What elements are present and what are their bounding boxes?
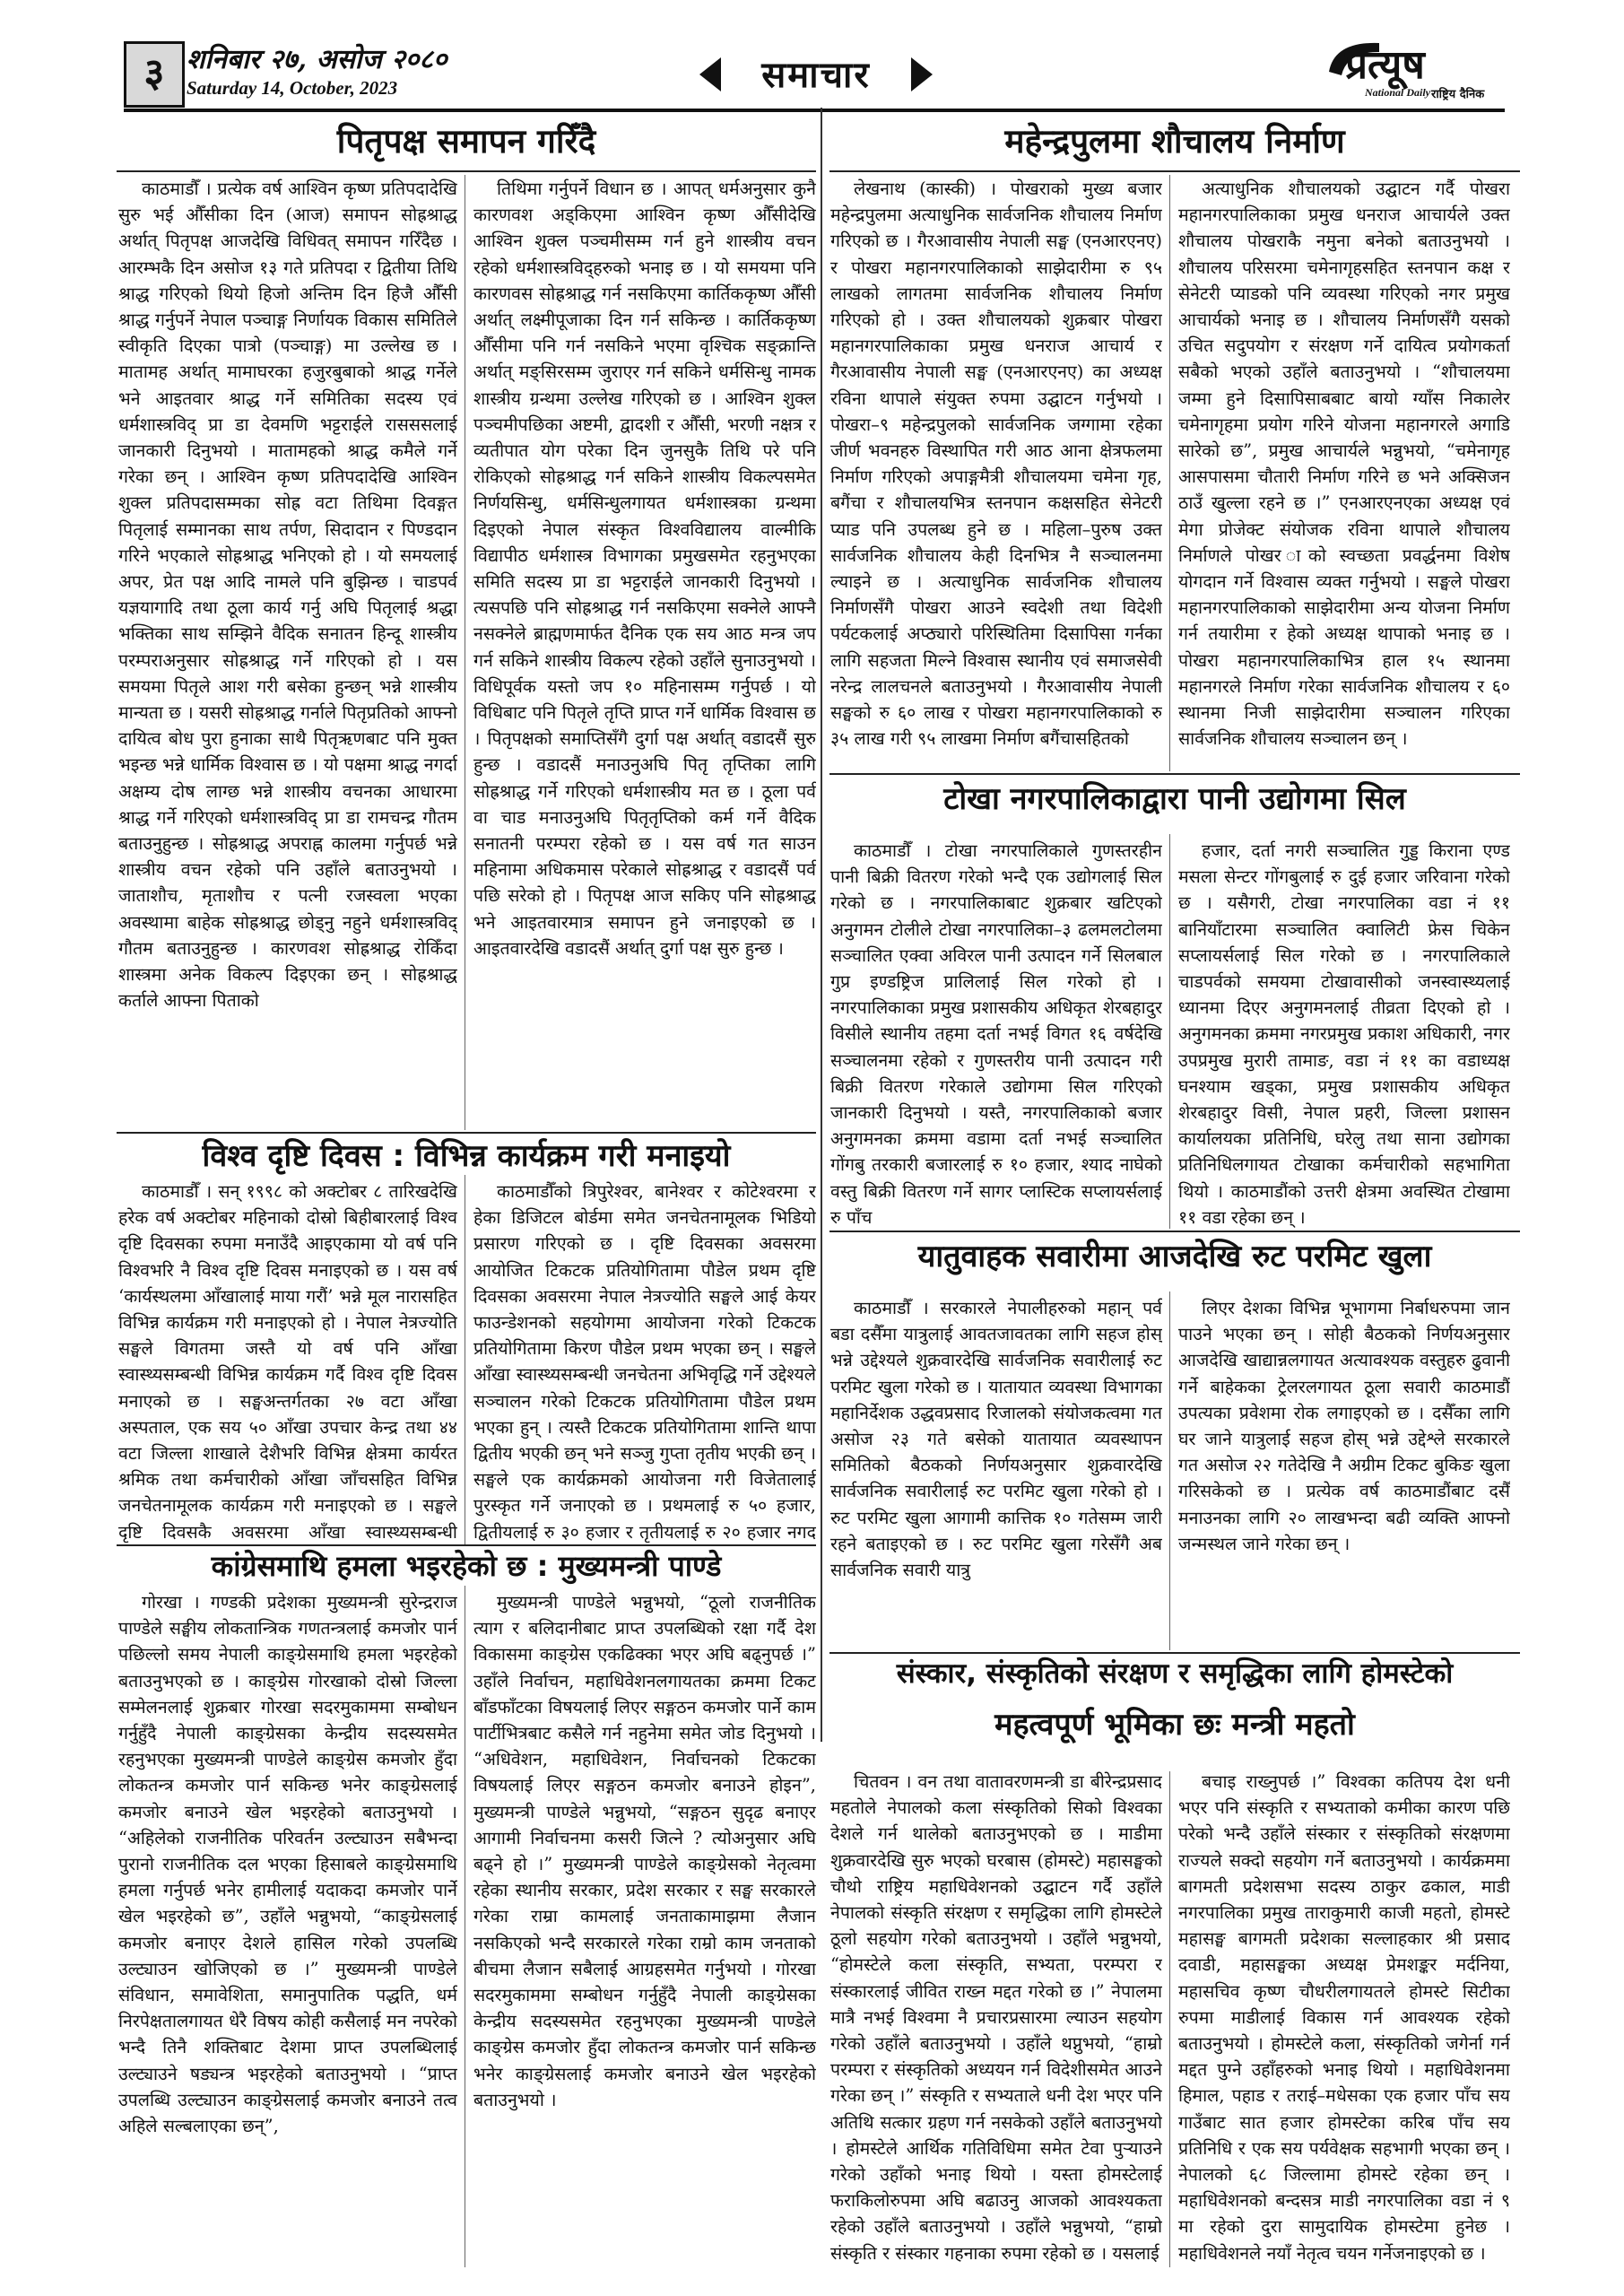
article-body-col-2: लिएर देशका विभिन्न भूभागमा निर्बाधरुपमा जान पाउने भएका छन् । सोही बैठकको निर्णयअनुसार आजदेखि खाद्यान्नलगायत अत्यावश्यक वस्तुहरु ढुवानी गर्ने बाहेकका ट्रेलरलगायत ठूला सवारी काठमाडौं उपत्यका प्रवेशमा रोक लगाइएको छ । दसैँका लागि घर जाने यात्रुलाई सहज होस् भन्ने उद्देश्ले सरकारले गत असोज २२ गतेदेखि नै अग्रीम टिकट बुकिङ खुला गरिसकेको छ । प्रत्येक वर्ष काठमाडौंबाट दसैँ मनाउनका लागि २० लाखभन्दा बढी व्यक्ति आफ्नो जन्मस्थल जाने गरेका छन् । (1178, 1298, 1510, 1554)
page-number: ३ (143, 50, 165, 96)
article-body-col-2: बचाइ राख्नुपर्छ ।” विश्वका कतिपय देश धनी भएर पनि संस्कृति र सभ्यताको कमीका कारण पछि परेको भन्दै उहाँले संस्कार र संस्कृतिको संरक्षणमा राज्यले सक्दो सहयोग गर्ने बताउनुभयो । कार्यक्रममा बागमती प्रदेशसभा सदस्य ठाकुर ढकाल, माडी नगरपालिका प्रमुख ताराकुमारी काजी महतो, होमस्टे महासङ्घ बागमती प्रदेशका सल्लाहकार श्री प्रसाद दवाडी, महासङ्घका अध्यक्ष प्रेमशङ्कर मर्दनिया, महासचिव कृष्ण चौधरीलगायतले होमस्टे सिटीका रुपमा माडीलाई विकास गर्न आवश्यक रहेको बताउनुभयो । होमस्टेले कला, संस्कृतिको जगेर्ना गर्न मद्दत पुग्ने उहाँहरुको भनाइ थियो । महाधिवेशनमा हिमाल, पहाड र तराई–मधेसका एक हजार पाँच सय गाउँबाट सात हजार होमस्टेका करिब पाँच सय प्रतिनिधि र एक सय पर्यवेक्षक सहभागी भएका छन् । नेपालको ६८ जिल्लामा होमस्टे रहेका छन् । महाधिवेशनको बन्दसत्र माडी नगरपालिका वडा नं ९ मा रहेको दुरा सामुदायिक होमस्टेमा हुनेछ । महाधिवेशनले नयाँ नेतृत्व चयन गर्नेजनाइएको छ । (1178, 1771, 1510, 2264)
article-body-col-1: काठमाडौँ । सन् १९९८ को अक्टोबर ८ तारिखदेखि हरेक वर्ष अक्टोबर महिनाको दोस्रो बिहीबारलाई विश्व दृष्टि दिवसका रुपमा मनाउँदै आइएकामा यो वर्ष पनि विश्वभरि नै विश्व दृष्टि दिवस मनाइएको छ । यस वर्ष ‘कार्यस्थलमा आँखालाई माया गरौं’ भन्ने मूल नारासहित विभिन्न कार्यक्रम गरी मनाइएको हो । नेपाल नेत्रज्योति सङ्घले विगतमा जस्तै यो वर्ष पनि आँखा स्वास्थ्यसम्बन्धी विभिन्न कार्यक्रम गर्दै विश्व दृष्टि दिवस मनाएको छ । सङ्घअन्तर्गतका २७ वटा आँखा अस्पताल, एक सय ५० आँखा उपचार केन्द्र तथा ४४ वटा जिल्ला शाखाले देशैभरि विभिन्न क्षेत्रमा कार्यरत श्रमिक तथा कर्मचारीको आँखा जाँचसहित विभिन्न जनचेतनामूलक कार्यक्रम गरी मनाइएको छ । सङ्घले दृष्टि दिवसकै अवसरमा आँखा स्वास्थ्यसम्बन्धी (118, 1181, 457, 1543)
headline-rule (117, 170, 816, 172)
headline: यातुवाहक सवारीमा आजदेखि रुट परमिट खुला (917, 1239, 1432, 1274)
section-left-arrow-icon (699, 57, 721, 91)
headline: पितृपक्ष समापन गरिँदै (336, 122, 596, 161)
headline-rule (829, 170, 1520, 172)
dateline-np: शनिबार २७, असोज २०८० (187, 44, 447, 75)
section-right-arrow-icon (911, 57, 933, 91)
article-body-col-1: काठमाडौँ । सरकारले नेपालीहरुको महान् पर्व बडा दसैँमा यात्रुलाई आवतजावतका लागि सहज होस् भन्ने उद्देश्यले शुक्रवारदेखि सार्वजनिक सवारीलाई रुट परमिट खुला गरेको छ । यातायात व्यवस्था विभागका महानिर्देशक उद्धवप्रसाद रिजालको संयोजकत्वमा गत असोज २३ गते बसेको यातायात व्यवस्थापन समितिको बैठकको निर्णयअनुसार शुक्रवारदेखि सार्वजनिक सवारीलाई रुट परमिट खुला गरेको हो । रुट परमिट खुला आगामी कात्तिक १० गतेसम्म जारी रहने बताइएको छ । रुट परमिट खुला गरेसँगै अब सार्वजनिक सवारी यात्रु (830, 1298, 1162, 1581)
section-banner (699, 45, 933, 104)
article-body-col-1: लेखनाथ (कास्की) । पोखराको मुख्य बजार महेन्द्रपुलमा अत्याधुनिक सार्वजनिक शौचालय निर्माण गरिएको छ । गैरआवासीय नेपाली सङ्घ (एनआरएनए) र पोखरा महानगरपालिकाको साझेदारीमा रु ९५ लाखको लागतमा सार्वजनिक शौचालय निर्माण गरिएको हो । उक्त शौचालयको शुक्रबार पोखरा महानगरपालिकाका प्रमुख धनराज आचार्य र गैरआवासीय नेपाली सङ्घ (एनआरएनए) का अध्यक्ष रविना थापाले संयुक्त रुपमा उद्घाटन गर्नुभयो । पोखरा–९ महेन्द्रपुलको सार्वजनिक जग्गामा रहेका जीर्ण भवनहरु विस्थापित गरी आठ आना क्षेत्रफलमा निर्माण गरिएको अपाङ्गमैत्री शौचालयमा चमेना गृह, बगैंचा र शौचालयभित्र स्तनपान कक्षसहित सेनेटरी प्याड पनि उपलब्ध हुने छ । महिला–पुरुष उक्त सार्वजनिक शौचालय केही दिनभित्र नै सञ्चालनमा ल्याइने छ । अत्याधुनिक सार्वजनिक शौचालय निर्माणसँगै पोखरा आउने स्वदेशी तथा विदेशी पर्यटकलाई अप्ठ्यारो परिस्थितिमा दिसापिसा गर्नका लागि सहजता मिल्ने विश्वास स्थानीय एवं समाजसेवी नरेन्द्र लालचनले बताउनुभयो । गैरआवासीय नेपाली सङ्घको रु ६० लाख र पोखरा महानगरपालिकाको रु ३५ लाख गरी ९५ लाखमा निर्माण बगैंचासहितको (830, 178, 1162, 750)
column-rule (1169, 1292, 1170, 1650)
logo-sub-np: राष्ट्रिय दैनिक (1431, 88, 1485, 101)
dateline-en: Saturday 14, October, 2023 (187, 77, 398, 99)
article-body-col-2: मुख्यमन्त्री पाण्डेले भन्नुभयो, “ठूलो राजनीतिक त्याग र बलिदानीबाट प्राप्त उपलब्धिको रक्षा गर्दै देश विकासमा काङ्ग्रेस एकढिक्का भएर अघि बढ्नुपर्छ ।” उहाँले निर्वाचन, महाधिवेशनलगायतका क्रममा टिकट बाँडफाँटका विषयलाई लिएर सङ्गठन कमजोर पार्ने काम पार्टीभित्रबाट कसैले गर्न नहुनेमा समेत जोड दिनुभयो । “अधिवेशन, महाधिवेशन, निर्वाचनको टिकटका विषयलाई लिएर सङ्गठन कमजोर बनाउने होइन”, मुख्यमन्त्री पाण्डेले भन्नुभयो, “सङ्गठन सुदृढ बनाएर आगामी निर्वाचनमा कसरी जित्ने ? त्योअनुसार अघि बढ्ने हो ।” मुख्यमन्त्री पाण्डेले काङ्ग्रेसको नेतृत्वमा रहेका स्थानीय सरकार, प्रदेश सरकार र सङ्घ सरकारले गरेका राम्रा कामलाई जनताकामाझमा लैजान नसकिएको भन्दै सरकारले गरेका राम्रो काम जनताको बीचमा लैजान सबैलाई आग्रहसमेत गर्नुभयो । गोरखा सदरमुकाममा सम्बोधन गर्नुहुँदै नेपाली काङ्ग्रेसका केन्द्रीय सदस्यसमेत रहनुभएका मुख्यमन्त्री पाण्डेले काङ्ग्रेस कमजोर हुँदा लोकतन्त्र कमजोर पार्न सकिन्छ भनेर काङ्ग्रेसलाई कमजोर बनाउने खेल भइरहेको बताउनुभयो । (473, 1592, 816, 2110)
column-rule (1169, 1771, 1170, 2267)
headline: कांग्रेसमाथि हमला भइरहेको छ : मुख्यमन्त्री पाण्डे (211, 1549, 722, 1583)
article-body-col-1: चितवन । वन तथा वातावरणमन्त्री डा बीरेन्द्रप्रसाद महतोले नेपालको कला संस्कृतिको सिको विश्वका देशले गर्न थालेको बताउनुभएको छ । माडीमा शुक्रवारदेखि सुरु भएको घरबास (होमस्टे) महासङ्घको चौथो राष्ट्रिय महाधिवेशनको उद्घाटन गर्दै उहाँले नेपालको संस्कृति संरक्षण र समृद्धिका लागि होमस्टेले ठूलो सहयोग गरेको बताउनुभयो । उहाँले भन्नुभयो, “होमस्टेले कला संस्कृति, सभ्यता, परम्परा र संस्कारलाई जीवित राख्न मद्दत गरेको छ ।” नेपालमा मात्रै नभई विश्वमा नै प्रचारप्रसारमा ल्याउन सहयोग गरेको उहाँले बताउनुभयो । उहाँले थप्नुभयो, “हाम्रो परम्परा र संस्कृतिको अध्ययन गर्न विदेशीसमेत आउने गरेका छन् ।” संस्कृति र सभ्यताले धनी देश भएर पनि अतिथि सत्कार ग्रहण गर्न नसकेको उहाँले बताउनुभयो । होमस्टेले आर्थिक गतिविधिमा समेत टेवा पुऱ्याउने गरेको उहाँको भनाइ थियो । यस्ता होमस्टेलाई फराकिलोरुपमा अघि बढाउनु आजको आवश्यकता रहेको उहाँले बताउनुभयो । उहाँले भन्नुभयो, “हाम्रो संस्कृति र संस्कार गहनाका रुपमा रहेको छ । यसलाई (830, 1771, 1162, 2264)
headline: महेन्द्रपुलमा शौचालय निर्माण (1004, 122, 1345, 161)
column-rule (1169, 175, 1170, 771)
headline-line-2: महत्वपूर्ण भूमिका छः मन्त्री महतो (994, 1707, 1355, 1743)
page-divider (821, 108, 822, 1742)
article-body-col-1: गोरखा । गण्डकी प्रदेशका मुख्यमन्त्री सुरेन्द्रराज पाण्डेले सङ्घीय लोकतान्त्रिक गणतन्त्रलाई कमजोर पार्न पछिल्लो समय नेपाली काङ्ग्रेसमाथि हमला भइरहेको बताउनुभएको छ । काङ्ग्रेस गोरखाको दोस्रो जिल्ला सम्मेलनलाई शुक्रबार गोरखा सदरमुकाममा सम्बोधन गर्नुहुँदै नेपाली काङ्ग्रेसका केन्द्रीय सदस्यसमेत रहनुभएका मुख्यमन्त्री पाण्डेले काङ्ग्रेस कमजोर हुँदा लोकतन्त्र कमजोर पार्न सकिन्छ भनेर काङ्ग्रेसलाई कमजोर बनाउने खेल भइरहेको बताउनुभयो । “अहिलेको राजनीतिक परिवर्तन उल्ट्याउन सबैभन्दा पुरानो राजनीतिक दल भएका हिसाबले काङ्ग्रेसमाथि हमला गर्नुपर्छ भनेर हामीलाई यदाकदा कमजोर पार्ने खेल भइरहेको छ”, उहाँले भन्नुभयो, “काङ्ग्रेसलाई कमजोर बनाएर देशले हासिल गरेको उपलब्धि उल्ट्याउन खोजिएको छ ।” मुख्यमन्त्री पाण्डेले संविधान, समावेशिता, समानुपातिक पद्धति, धर्म निरपेक्षतालगायत धेरै विषय कोही कसैलाई मन नपरेको भन्दै तिनै शक्तिबाट देशमा प्राप्त उपलब्धिलाई उल्ट्याउने षड्यन्त्र भइरहेको बताउनुभयो । “प्राप्त उपलब्धि उल्ट्याउन काङ्ग्रेसलाई कमजोर बनाउने तत्व अहिले सल्बलाएका छन्”, (118, 1592, 457, 2137)
logo-sub-en: National Daily (1365, 86, 1431, 99)
page-number-box (124, 41, 185, 108)
section-rule (829, 773, 1520, 775)
logo-wordmark: प्रत्यूष (1345, 42, 1425, 88)
newspaper-logo (1325, 36, 1505, 108)
headline: टोखा नगरपालिकाद्वारा पानी उद्योगमा सिल (943, 781, 1406, 817)
article-body-col-2: तिथिमा गर्नुपर्ने विधान छ । आपत् धर्मअनुसार कुनै कारणवश अड्किएमा आश्विन कृष्ण औँसीदेखि आश्विन शुक्ल पञ्चमीसम्म गर्न हुने शास्त्रीय वचन रहेको धर्मशास्त्रविद्हरुको भनाइ छ । यो समयमा पनि कारणवस सोह्रश्राद्ध गर्न नसकिएमा कार्तिककृष्ण औँसी अर्थात् लक्ष्मीपूजाका दिन गर्न सकिन्छ । कार्तिककृष्ण औँसीमा पनि गर्न नसकिने भएमा वृश्चिक सङ्क्रान्ति अर्थात् मङ्सिरसम्म जुराएर गर्न सकिने धर्मसिन्धु नामक शास्त्रीय ग्रन्थमा उल्लेख गरिएको छ । आश्विन शुक्ल पञ्चमीपछिका अष्टमी, द्वादशी र औँसी, भरणी नक्षत्र र व्यतीपात योग परेका दिन जुनसुकै तिथि परे पनि रोकिएको सोह्रश्राद्ध गर्न सकिने शास्त्रीय विकल्पसमेत निर्णयसिन्धु, धर्मसिन्धुलगायत धर्मशास्त्रका ग्रन्थमा दिइएको नेपाल संस्कृत विश्वविद्यालय वाल्मीकि विद्यापीठ धर्मशास्त्र विभागका प्रमुखसमेत रहनुभएका समिति सदस्य प्रा डा भट्टराईले जानकारी दिनुभयो । त्यसपछि पनि सोह्रश्राद्ध गर्न नसकिएमा सक्नेले आफ्नै नसक्नेले ब्राह्मणमार्फत दैनिक एक सय आठ मन्त्र जप गर्न सकिने शास्त्रीय विकल्प रहेको उहाँले सुनाउनुभयो । विधिपूर्वक यस्तो जप १० महिनासम्म गर्नुपर्छ । यो विधिबाट पनि पितृले तृप्ति प्राप्त गर्ने धार्मिक विश्वास छ । पितृपक्षको समाप्तिसँगै दुर्गा पक्ष अर्थात् वडादसैं सुरु हुन्छ । वडादसैं मनाउनुअघि पितृ तृप्तिका लागि सोह्रश्राद्ध गर्ने गरिएको धर्मशास्त्रीय मत छ । ठूला पर्व वा चाड मनाउनुअघि पितृतृप्तिको कर्म गर्ने वैदिक सनातनी परम्परा रहेको छ । यस वर्ष गत साउन महिनामा अधिकमास परेकाले सोह्रश्राद्ध र वडादसैं पर्व पछि सरेको हो । पितृपक्ष आज सकिए पनि सोह्रश्राद्ध भने आइतवारमात्र समापन हुने जनाइएको छ । आइतवारदेखि वडादसैं अर्थात् दुर्गा पक्ष सुरु हुन्छ । (473, 178, 816, 959)
headline-line-1: संस्कार, संस्कृतिको संरक्षण र समृद्धिका लागि होमस्टेको (896, 1657, 1454, 1690)
article-body-col-2: काठमाडौँको त्रिपुरेश्वर, बानेश्वर र कोटेश्वरमा र हेका डिजिटल बोर्डमा समेत जनचेतनामूलक भिडियो प्रसारण गरिएको छ । दृष्टि दिवसका अवसरमा आयोजित टिकटक प्रतियोगितामा पौडेल प्रथम दृष्टि दिवसका अवसरमा नेपाल नेत्रज्योति सङ्घले आई केयर फाउन्डेशनको सहयोगमा आयोजना गरेको टिकटक प्रतियोगितामा किरण पौडेल प्रथम भएका छन् । सङ्घले आँखा स्वास्थ्यसम्बन्धी जनचेतना अभिवृद्धि गर्ने उद्देश्यले सञ्चालन गरेको टिकटक प्रतियोगितामा पौडेल प्रथम भएका हुन् । त्यस्तै टिकटक प्रतियोगितामा शान्ति थापा द्वितीय भएकी छन् भने सञ्जु गुप्ता तृतीय भएकी छन् । सङ्घले एक कार्यक्रमको आयोजना गरी विजेतालाई पुरस्कृत गर्ने जनाएको छ । प्रथमलाई रु ५० हजार, द्वितीयलाई रु ३० हजार र तृतीयलाई रु २० हजार नगद (473, 1181, 816, 1543)
article-body-col-2: हजार, दर्ता नगरी सञ्चालित गुड्ड किराना एण्ड मसला सेन्टर गोंगबुलाई रु दुई हजार जरिवाना गरेको छ । यसैगरी, टोखा नगरपालिका वडा नं ११ बानियाँटारमा सञ्चालित क्वालिटी फ्रेस चिकेन सप्लायर्सलाई सिल गरेको छ । नगरपालिकाले चाडपर्वको समयमा टोखावासीको जनस्वास्थ्यलाई ध्यानमा दिएर अनुगमनलाई तीव्रता दिएको हो । अनुगमनका क्रममा नगरप्रमुख प्रकाश अधिकारी, नगर उपप्रमुख मुरारी तामाङ, वडा नं ११ का वडाध्यक्ष घनश्याम खड्का, प्रमुख प्रशासकीय अधिकृत शेरबहादुर विसी, नेपाल प्रहरी, जिल्ला प्रशासन कार्यालयका प्रतिनिधि, घरेलु तथा साना उद्योगका प्रतिनिधिलगायत टोखाका कर्मचारीको सहभागिता थियो । काठमाडौंको उत्तरी क्षेत्रमा अवस्थित टोखामा ११ वडा रहेका छन् । (1178, 840, 1510, 1228)
headline: विश्व दृष्टि दिवस : विभिन्न कार्यक्रम गरी मनाइयो (202, 1138, 731, 1174)
article-body-col-1: काठमाडौँ । टोखा नगरपालिकाले गुणस्तरहीन पानी बिक्री वितरण गरेको भन्दै एक उद्योगलाई सिल गरेको छ । नगरपालिकाबाट शुक्रबार खटिएको अनुगमन टोलीले टोखा नगरपालिका–३ ढलमलटोलमा सञ्चालित एक्वा अविरल पानी उत्पादन गर्ने सिलबाल गुप्र इण्डष्ट्रिज प्रालिलाई सिल गरेको हो । नगरपालिकाका प्रमुख प्रशासकीय अधिकृत शेरबहादुर विसीले स्थानीय तहमा दर्ता नभई विगत १६ वर्षदेखि सञ्चालनमा रहेको र गुणस्तरीय पानी उत्पादन गरी बिक्री वितरण गरेकाले उद्योगमा सिल गरिएको जानकारी दिनुभयो । यस्तै, नगरपालिकाको बजार अनुगमनका क्रममा वडामा दर्ता नभई सञ्चालित गोंगबु तरकारी बजारलाई रु १० हजार, श्याद नाघेको वस्तु बिक्री वितरण गर्ने सागर प्लास्टिक सप्लायर्सलाई रु पाँच (830, 840, 1162, 1228)
section-title: समाचार (761, 55, 871, 96)
column-rule (1169, 834, 1170, 1229)
article-body-col-2: अत्याधुनिक शौचालयको उद्घाटन गर्दै पोखरा महानगरपालिकाका प्रमुख धनराज आचार्यले उक्त शौचालय पोखराकै नमुना बनेको बताउनुभयो । शौचालय परिसरमा चमेनागृहसहित स्तनपान कक्ष र सेनेटरी प्याडको पनि व्यवस्था गरिएको नगर प्रमुख आचार्यको भनाइ छ । शौचालय निर्माणसँगै यसको उचित सदुपयोग र संरक्षण गर्ने दायित्व प्रयोगकर्ता सबैको भएको उहाँले बताउनुभयो । “शौचालयमा जम्मा हुने दिसापिसाबबाट बायो ग्याँस निकालेर चमेनागृहमा प्रयोग गरिने योजना महानगरले अगाडि सारेको छ”, प्रमुख आचार्यले भन्नुभयो, “चमेनागृह आसपासमा चौतारी निर्माण गरिने छ भने अक्सिजन ठाउँ खुल्ला रहने छ ।” एनआरएनएका अध्यक्ष एवं मेगा प्रोजेक्ट संयोजक रविना थापाले शौचालय निर्माणले पोखर ाको स्वच्छता प्रवर्द्धनमा विशेष योगदान गर्ने विश्वास व्यक्त गर्नुभयो । सङ्घले पोखरा महानगरपालिकाको साझेदारीमा अन्य योजना निर्माण गर्न तयारीमा र हेको अध्यक्ष थापाको भनाइ छ । पोखरा महानगरपालिकाभित्र हाल १५ स्थानमा महानगरले निर्माण गरेका सार्वजनिक शौचालय र ६० स्थानमा निजी साझेदारीमा सञ्चालन गरिएका सार्वजनिक शौचालय सञ्चालन छन् । (1178, 178, 1510, 750)
section-rule (829, 1231, 1520, 1232)
masthead-rule (124, 109, 1505, 112)
article-body-col-1: काठमाडौँ । प्रत्येक वर्ष आश्विन कृष्ण प्रतिपदादेखि सुरु भई औँसीका दिन (आज) समापन सोह्रश्राद्ध अर्थात् पितृपक्ष आजदेखि विधिवत् समापन गरिँदैछ । आरम्भकै दिन असोज १३ गते प्रतिपदा र द्वितीया तिथि श्राद्ध गरिएको थियो हिजो अन्तिम दिन हिजै औँसी श्राद्ध गर्नुपर्ने नेपाल पञ्चाङ्ग निर्णायक विकास समितिले स्वीकृति दिएका पात्रो (पञ्चाङ्ग) मा उल्लेख छ । मातामह अर्थात् मामाघरका हजुरबुबाको श्राद्ध गर्नेले भने आइतवार श्राद्ध गर्ने समितिका सदस्य एवं धर्मशास्त्रविद् प्रा डा देवमणि भट्टराईले रासससलाई जानकारी दिनुभयो । मातामहको श्राद्ध कमैले गर्ने गरेका छन् । आश्विन कृष्ण प्रतिपदादेखि आश्विन शुक्ल प्रतिपदासम्मका सोह्र वटा तिथिमा दिवङ्गत पितृलाई सम्मानका साथ तर्पण, सिदादान र पिण्डदान गरिने भएकाले सोह्रश्राद्ध भनिएको हो । यो समयलाई अपर, प्रेत पक्ष आदि नामले पनि बुझिन्छ । चाडपर्व यज्ञयागादि तथा ठूला कार्य गर्नु अघि पितृलाई श्रद्धा भक्तिका साथ सम्झिने वैदिक सनातन हिन्दू शास्त्रीय परम्पराअनुसार सोह्रश्राद्ध गर्ने गरिएको हो । यस समयमा पितृले आश गरी बसेका हुन्छन् भन्ने शास्त्रीय मान्यता छ । यसरी सोह्रश्राद्ध गर्नाले पितृप्रतिको आफ्नो दायित्व बोध पुरा हुनाका साथै पितृऋणबाट पनि मुक्त भइन्छ भन्ने धार्मिक विश्वास छ । यो पक्षमा श्राद्ध नगर्दा अक्षम्य दोष लाग्छ भन्ने शास्त्रीय वचनका आधारमा श्राद्ध गर्ने गरिएको धर्मशास्त्रविद् प्रा डा रामचन्द्र गौतम बताउनुहुन्छ । सोह्रश्राद्ध अपराह्न कालमा गर्नुपर्छ भन्ने शास्त्रीय वचन रहेको पनि उहाँले बताउनुभयो । जाताशौच, मृताशौच र पत्नी रजस्वला भएका अवस्थामा बाहेक सोह्रश्राद्ध छोड्नु नहुने धर्मशास्त्रविद् गौतम बताउनुहुन्छ । कारणवश सोह्रश्राद्ध रोकिँदा शास्त्रमा अनेक विकल्प दिइएका छन् । सोह्रश्राद्ध कर्ताले आफ्ना पिताको (118, 178, 457, 1012)
